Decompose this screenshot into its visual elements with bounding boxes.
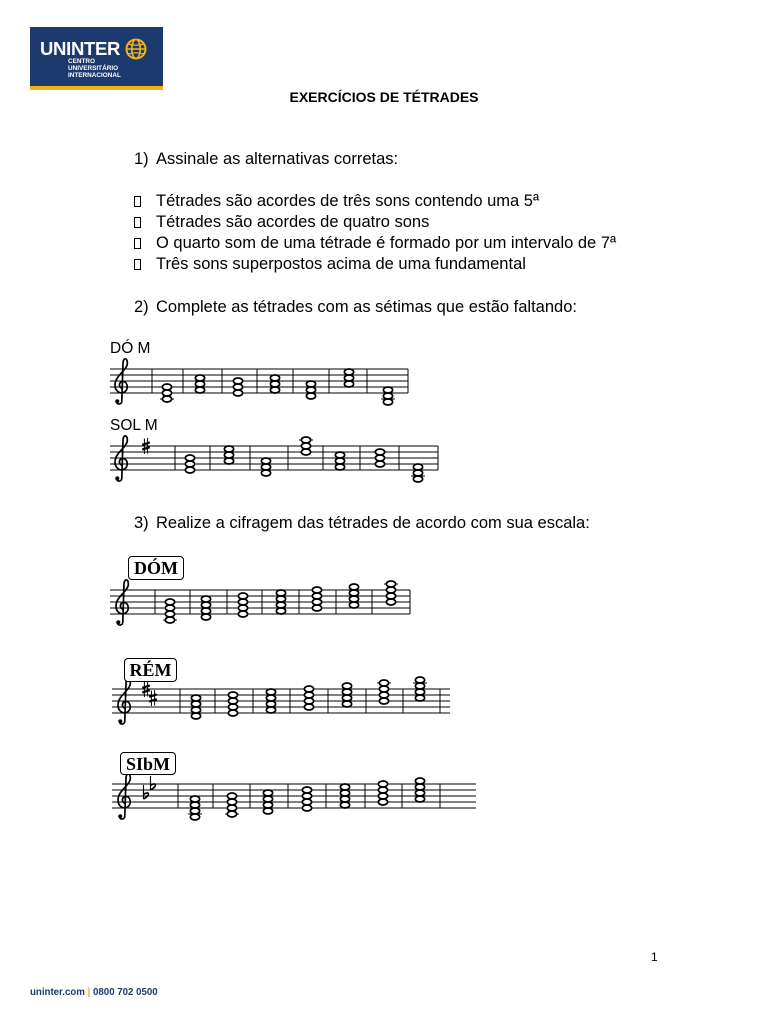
chord	[384, 581, 398, 605]
notehead	[270, 381, 279, 387]
scale-label: DÓ M	[110, 340, 151, 357]
notehead	[238, 605, 247, 611]
chord	[191, 695, 200, 719]
chord	[163, 599, 177, 623]
notehead	[349, 584, 358, 590]
logo-subtitle-line: CENTRO	[68, 57, 95, 65]
notehead	[304, 692, 313, 698]
chord	[415, 778, 424, 802]
notehead	[224, 452, 233, 458]
notehead	[415, 778, 424, 784]
notehead	[415, 695, 424, 701]
question-number: 3)	[134, 514, 149, 532]
chord	[340, 784, 349, 808]
notehead	[266, 689, 275, 695]
question-text: Realize a cifragem das tétrades de acordo com sua escala:	[156, 514, 590, 532]
notehead	[191, 713, 200, 719]
chord	[225, 793, 239, 817]
notehead	[375, 455, 384, 461]
chord	[160, 384, 174, 402]
notehead	[227, 811, 236, 817]
notehead	[165, 599, 174, 605]
logo-subtitle-line: INTERNACIONAL	[68, 71, 121, 79]
chord	[302, 787, 311, 811]
notehead	[261, 464, 270, 470]
staff-system	[112, 774, 476, 820]
notehead	[301, 443, 310, 449]
notehead	[378, 787, 387, 793]
scale-label-box: DÓM	[128, 556, 184, 580]
notehead	[349, 590, 358, 596]
question-text: Complete as tétrades com as sétimas que estão faltando:	[156, 298, 577, 316]
notehead	[344, 375, 353, 381]
chord	[411, 464, 425, 482]
page-title: EXERCÍCIOS DE TÉTRADES	[289, 89, 479, 105]
flat-icon	[151, 776, 156, 790]
notehead	[233, 384, 242, 390]
chord	[276, 590, 285, 614]
option-text: O quarto som de uma tétrade é formado por um intervalo de 7ª	[156, 234, 617, 252]
chord	[233, 378, 242, 396]
notehead	[227, 799, 236, 805]
notehead	[261, 458, 270, 464]
notehead	[415, 784, 424, 790]
chord	[201, 596, 210, 620]
notehead	[349, 602, 358, 608]
notehead	[238, 599, 247, 605]
scale-label-box: RÉM	[124, 658, 177, 682]
notehead	[340, 796, 349, 802]
question-number: 2)	[134, 298, 149, 316]
notehead	[191, 701, 200, 707]
chord	[224, 446, 233, 464]
notehead	[306, 387, 315, 393]
notehead	[195, 375, 204, 381]
notehead	[386, 581, 395, 587]
notehead	[379, 686, 388, 692]
option-text: Três sons superpostos acima de uma fundamental	[156, 255, 526, 273]
notehead	[165, 617, 174, 623]
staff-system	[110, 359, 408, 405]
notehead	[201, 614, 210, 620]
notehead	[228, 692, 237, 698]
notehead	[342, 695, 351, 701]
footer-phone: 0800 702 0500	[93, 987, 158, 998]
staff-system	[110, 436, 438, 482]
notehead	[340, 784, 349, 790]
notehead	[165, 605, 174, 611]
notehead	[342, 701, 351, 707]
chord	[306, 381, 315, 399]
notehead	[386, 599, 395, 605]
notehead	[266, 707, 275, 713]
notehead	[227, 793, 236, 799]
notehead	[191, 707, 200, 713]
notehead	[413, 476, 422, 482]
chord	[349, 584, 358, 608]
notehead	[379, 692, 388, 698]
notehead	[379, 680, 388, 686]
notehead	[162, 384, 171, 390]
notehead	[415, 796, 424, 802]
page-number: 1	[651, 950, 658, 964]
chord	[195, 375, 204, 393]
notehead	[383, 387, 392, 393]
notehead	[312, 593, 321, 599]
notehead	[415, 677, 424, 683]
chord	[185, 455, 194, 473]
question-number: 1)	[134, 150, 149, 168]
notehead	[195, 381, 204, 387]
notehead	[415, 683, 424, 689]
notehead	[190, 796, 199, 802]
notehead	[304, 704, 313, 710]
notehead	[344, 381, 353, 387]
notehead	[276, 602, 285, 608]
notehead	[386, 593, 395, 599]
notehead	[342, 689, 351, 695]
notehead	[302, 787, 311, 793]
notehead	[312, 605, 321, 611]
notehead	[224, 446, 233, 452]
notehead	[228, 704, 237, 710]
chord	[377, 680, 391, 704]
notehead	[301, 449, 310, 455]
notehead	[266, 701, 275, 707]
notehead	[238, 593, 247, 599]
notehead	[383, 393, 392, 399]
notehead	[185, 455, 194, 461]
notehead	[162, 390, 171, 396]
notehead	[413, 464, 422, 470]
notehead	[375, 461, 384, 467]
notehead	[191, 695, 200, 701]
notehead	[263, 802, 272, 808]
notehead	[233, 378, 242, 384]
chord	[261, 458, 270, 476]
chord	[299, 437, 313, 455]
notehead	[263, 796, 272, 802]
scale-label-box: SIbM	[120, 752, 176, 775]
notehead	[165, 611, 174, 617]
notehead	[304, 698, 313, 704]
staff-system	[112, 677, 450, 724]
chord	[342, 683, 351, 707]
notehead	[415, 689, 424, 695]
notehead	[201, 608, 210, 614]
notehead	[340, 790, 349, 796]
notehead	[195, 387, 204, 393]
sharp-icon	[149, 690, 157, 706]
notehead	[378, 781, 387, 787]
chord	[263, 790, 272, 814]
notehead	[185, 461, 194, 467]
chord	[344, 369, 353, 387]
logo-subtitle-line: UNIVERSITÁRIO	[68, 64, 119, 72]
chord	[381, 387, 395, 405]
notehead	[386, 587, 395, 593]
chord	[375, 449, 384, 467]
notehead	[383, 399, 392, 405]
notehead	[227, 805, 236, 811]
notehead	[379, 698, 388, 704]
notehead	[415, 790, 424, 796]
chord	[270, 375, 279, 393]
notehead	[306, 381, 315, 387]
footer-separator: |	[87, 987, 91, 998]
chord	[228, 692, 237, 716]
notehead	[335, 452, 344, 458]
notehead	[270, 375, 279, 381]
notehead	[302, 793, 311, 799]
notehead	[261, 470, 270, 476]
notehead	[344, 369, 353, 375]
notehead	[304, 686, 313, 692]
notehead	[190, 814, 199, 820]
notehead	[185, 467, 194, 473]
staff-system	[110, 580, 410, 625]
notehead	[312, 599, 321, 605]
flat-icon	[144, 785, 149, 799]
notehead	[302, 799, 311, 805]
notehead	[340, 802, 349, 808]
scale-label: SOL M	[110, 417, 158, 434]
notehead	[276, 596, 285, 602]
notehead	[270, 387, 279, 393]
chord	[312, 587, 321, 611]
footer-site: uninter.com	[30, 987, 85, 998]
notehead	[162, 396, 171, 402]
notehead	[342, 683, 351, 689]
chord	[335, 452, 344, 470]
notehead	[378, 799, 387, 805]
notehead	[335, 464, 344, 470]
chord	[304, 686, 313, 710]
notehead	[349, 596, 358, 602]
notehead	[190, 802, 199, 808]
question-text: Assinale as alternativas corretas:	[156, 150, 399, 168]
notehead	[301, 437, 310, 443]
notehead	[201, 602, 210, 608]
notehead	[201, 596, 210, 602]
notehead	[228, 710, 237, 716]
footer-contact	[30, 988, 158, 998]
notehead	[233, 390, 242, 396]
notehead	[312, 587, 321, 593]
chord	[266, 689, 275, 713]
logo-wordmark: UNINTER	[40, 38, 121, 59]
chord	[378, 781, 387, 805]
notehead	[378, 793, 387, 799]
notehead	[190, 808, 199, 814]
notehead	[238, 611, 247, 617]
notehead	[306, 393, 315, 399]
notehead	[263, 790, 272, 796]
option-text: Tétrades são acordes de três sons contendo uma 5ª	[156, 192, 540, 210]
notehead	[413, 470, 422, 476]
notehead	[224, 458, 233, 464]
notehead	[266, 695, 275, 701]
chord	[238, 593, 247, 617]
notehead	[302, 805, 311, 811]
option-text: Tétrades são acordes de quatro sons	[156, 213, 430, 231]
notehead	[375, 449, 384, 455]
notehead	[276, 590, 285, 596]
notehead	[335, 458, 344, 464]
notehead	[228, 698, 237, 704]
notehead	[263, 808, 272, 814]
notehead	[276, 608, 285, 614]
